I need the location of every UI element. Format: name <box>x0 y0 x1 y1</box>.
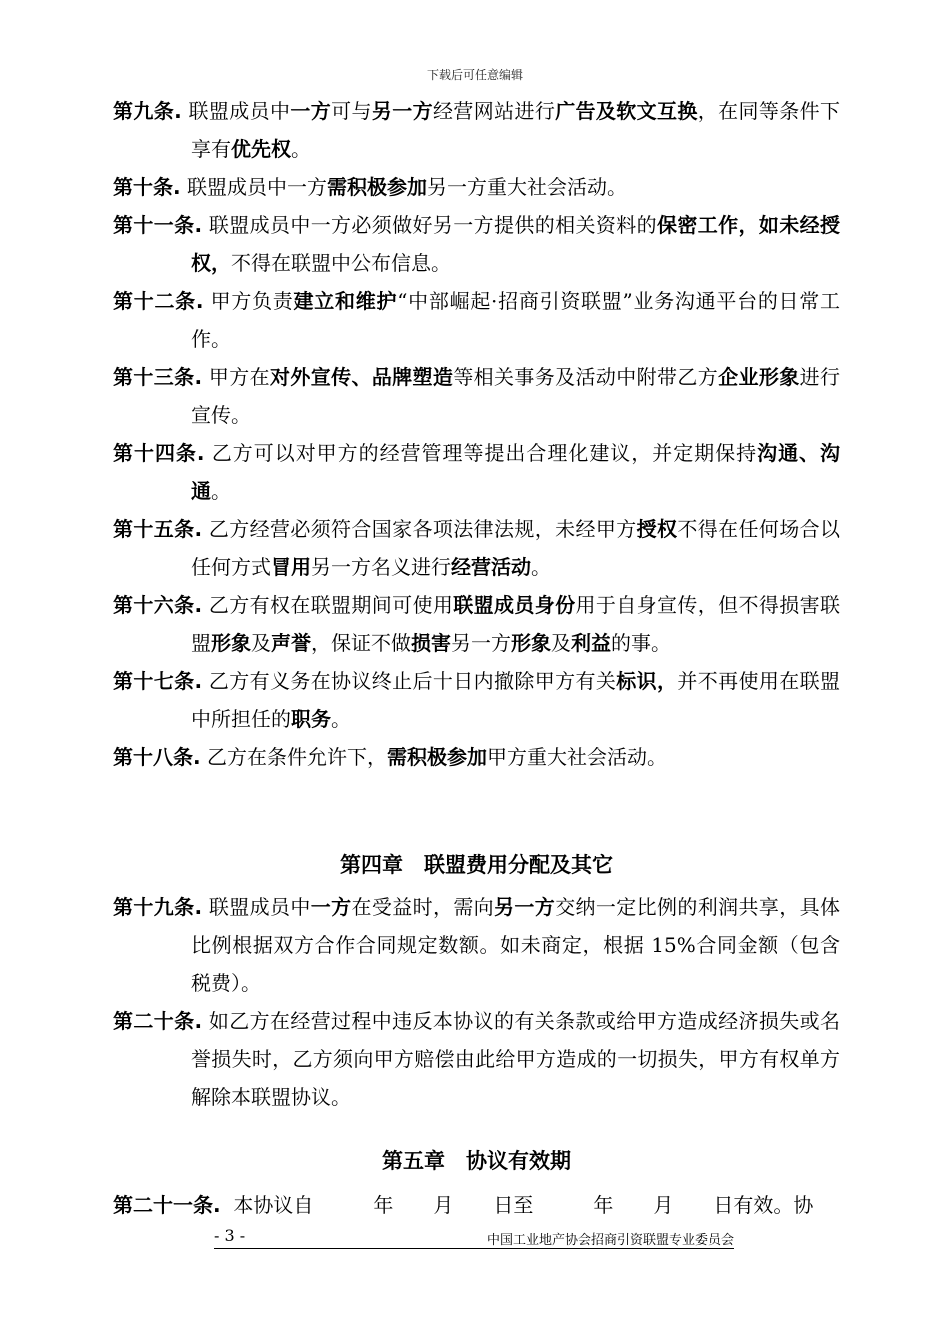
article-text: 不得在任何场合以任何方式 <box>191 517 841 579</box>
article-text: 。 <box>211 479 231 503</box>
article <box>113 434 840 510</box>
emphasis-text: 经营活动 <box>451 555 531 579</box>
article-label: 第十五条. <box>113 517 203 541</box>
article-label: 第十二条. <box>113 289 204 313</box>
article-text: 不得在联盟中公布信息。 <box>231 251 451 275</box>
document-body <box>113 92 840 1224</box>
article-text: 乙方有义务在协议终止后十日内撤除甲方有关 <box>208 669 617 693</box>
article-text: 等相关事务及活动中附带乙方 <box>453 365 719 389</box>
article <box>113 1002 840 1116</box>
article-text: 本协议自 年 月 日至 年 月 日有效。协 <box>233 1193 814 1217</box>
article-text: 乙方有权在联盟期间可使用 <box>208 593 454 617</box>
article-label: 第十九条. <box>113 895 203 919</box>
emphasis-text: 对外宣传、品牌塑造 <box>269 365 454 389</box>
article-text: 并不再使用在联盟中所担任的 <box>191 669 841 731</box>
article <box>113 662 840 738</box>
article-label: 第十四条. <box>113 441 205 465</box>
article <box>113 206 840 282</box>
article-text: 如乙方在经营过程中违反本协议的有关条款或给甲方造成经济损失或名誉损失时，乙方须向甲方赔偿由此给甲方造成的一切损失，甲方有权单方解除本联盟协议。 <box>191 1009 840 1109</box>
article-text: ，保证不做 <box>311 631 411 655</box>
article <box>113 738 840 776</box>
article <box>113 168 840 206</box>
article-label: 第十条. <box>113 175 181 199</box>
emphasis-text: 形象 <box>511 631 551 655</box>
article <box>113 888 840 1002</box>
emphasis-text: 另一方 <box>371 99 433 123</box>
article-text: ，在同等条件下享有 <box>191 99 841 161</box>
emphasis-text: 职务 <box>291 707 331 731</box>
emphasis-text: 形象 <box>211 631 251 655</box>
emphasis-text: 授权 <box>636 517 678 541</box>
article-text: 在受益时，需向 <box>351 895 495 919</box>
page-footer <box>214 1226 734 1249</box>
emphasis-text: 声誉 <box>271 631 311 655</box>
article-label: 第十三条. <box>113 365 203 389</box>
emphasis-text: 另一方 <box>494 895 556 919</box>
article-label: 第九条. <box>113 99 182 123</box>
article-text: 联盟成员中 <box>208 895 311 919</box>
article-text: 甲方负责 <box>210 289 294 313</box>
emphasis-text: 一方 <box>310 895 352 919</box>
article-text: 联盟成员中一方 <box>186 175 327 199</box>
chapter-5-heading: 第五章 协议有效期 <box>382 1149 571 1173</box>
article <box>113 510 840 586</box>
article-text: 另一方重大社会活动。 <box>426 175 627 199</box>
article <box>113 282 840 358</box>
article <box>113 92 840 168</box>
emphasis-text: 需积极参加 <box>386 745 487 769</box>
emphasis-text: 冒用 <box>271 555 311 579</box>
emphasis-text: 标识， <box>616 669 678 693</box>
article-text: 乙方经营必须符合国家各项法律法规，未经甲方 <box>208 517 637 541</box>
article-text: 经营网站进行 <box>432 99 556 123</box>
emphasis-text: 广告及软文互换 <box>555 99 698 123</box>
emphasis-text: 利益 <box>571 631 611 655</box>
footer-organization: 中国工业地产协会招商引资联盟专业委员会 <box>486 1233 734 1248</box>
article-label: 第十六条. <box>113 593 203 617</box>
emphasis-text: 联盟成员身份 <box>453 593 576 617</box>
articles-group-chapter4 <box>113 888 840 1116</box>
emphasis-text: 一方 <box>290 99 332 123</box>
article-label: 第十七条. <box>113 669 203 693</box>
article-text: 及 <box>251 631 271 655</box>
article-label: 第十八条. <box>113 745 201 769</box>
emphasis-text: 企业形象 <box>718 365 800 389</box>
emphasis-text: 沟通、沟通 <box>191 441 841 503</box>
article-text: 进行宣传。 <box>191 365 841 427</box>
emphasis-text: 建立和维护 <box>293 289 398 313</box>
emphasis-text: 优先权 <box>231 137 291 161</box>
article-text: 及 <box>551 631 571 655</box>
page-header: 下载后可任意编辑 <box>426 68 523 82</box>
article-label: 第二十一条. <box>113 1193 221 1217</box>
emphasis-text: 需积极参加 <box>326 175 427 199</box>
article-text: 的事。 <box>611 631 671 655</box>
article-21 <box>113 1186 840 1224</box>
article-text: 另一方名义进行 <box>311 555 451 579</box>
article-text: 。 <box>291 137 311 161</box>
article-text: 甲方在 <box>208 365 270 389</box>
article-text: 另一方 <box>451 631 511 655</box>
emphasis-text: 保密工作，如未经授权， <box>191 213 841 275</box>
article-label: 第十一条. <box>113 213 203 237</box>
article-text: 可与 <box>331 99 372 123</box>
article <box>113 586 840 662</box>
article-text: 。 <box>531 555 551 579</box>
article-text: 交纳一定比例的利润共享，具体比例根据双方合作合同规定数额。如未商定，根据 15%合同金额（包含税费）。 <box>191 895 841 995</box>
article-text: 联盟成员中一方必须做好另一方提供的相关资料的 <box>208 213 658 237</box>
articles-group-chapter3 <box>113 92 840 776</box>
article-text: 联盟成员中 <box>188 99 291 123</box>
article <box>113 358 840 434</box>
article-text: 乙方在条件允许下， <box>206 745 387 769</box>
article-text: 。 <box>331 707 351 731</box>
article-text: 乙方可以对甲方的经营管理等提出合理化建议，并定期保持 <box>211 441 758 465</box>
article-text: “中部崛起·招商引资联盟”业务沟通平台的日常工作。 <box>191 289 841 351</box>
chapter-4-heading: 第四章 联盟费用分配及其它 <box>340 853 613 877</box>
article-text: 甲方重大社会活动。 <box>486 745 667 769</box>
article-text: 用于自身宣传，但不得损害联盟 <box>191 593 840 655</box>
article-label: 第二十条. <box>113 1009 203 1033</box>
page-number: - 3 - <box>214 1226 246 1245</box>
emphasis-text: 损害 <box>411 631 451 655</box>
